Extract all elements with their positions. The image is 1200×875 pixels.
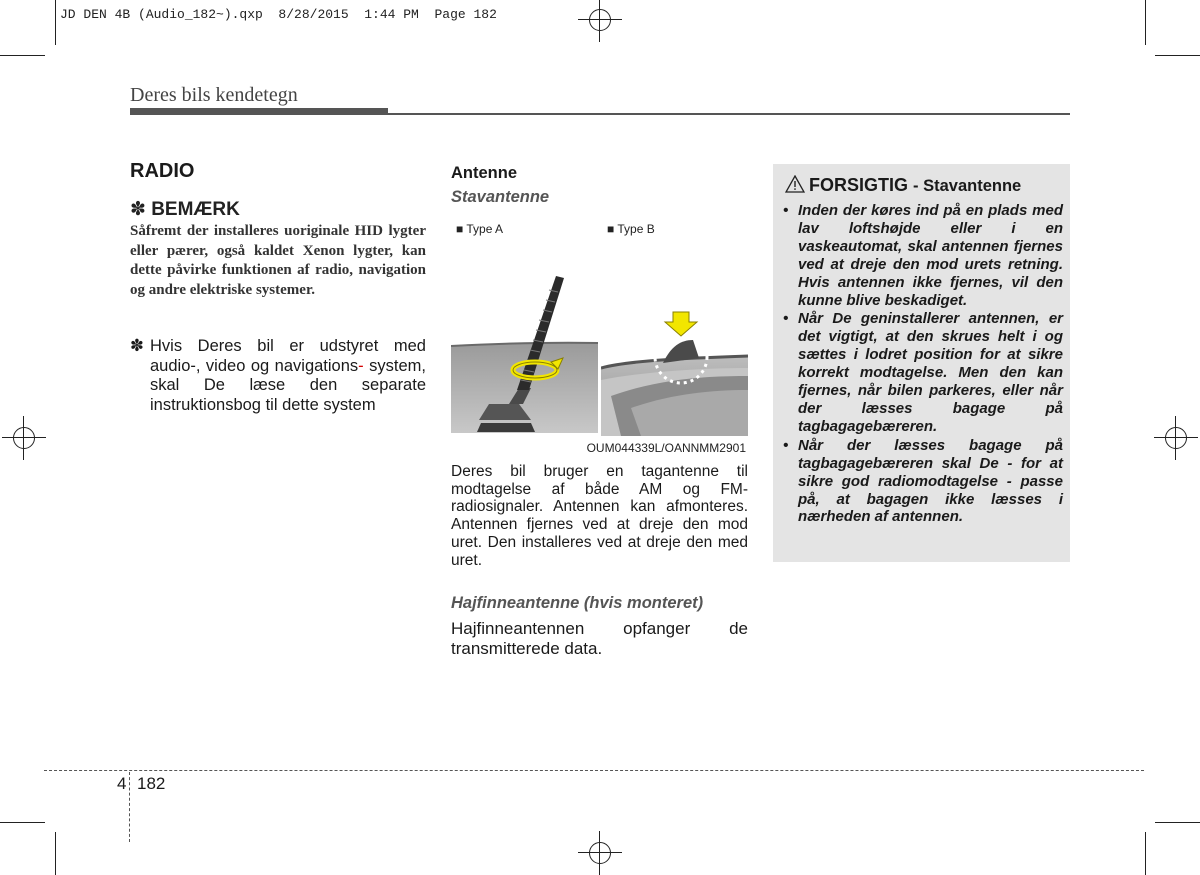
warning-triangle-icon — [785, 175, 805, 193]
chapter-number: 4 — [117, 774, 127, 793]
header-rule — [130, 108, 388, 115]
crop-mark — [1155, 55, 1200, 56]
crop-mark — [0, 822, 45, 823]
note-title: ✽ BEMÆRK — [130, 199, 240, 220]
antenna-figure — [451, 218, 748, 461]
print-slug: JD DEN 4B (Audio_182~).qxp 8/28/2015 1:44 PM Page 182 — [60, 7, 497, 22]
type-a-label: ■ Type A — [456, 222, 504, 236]
shark-fin-antenna-illustration — [601, 218, 748, 461]
bullet-item — [130, 337, 426, 415]
crop-mark — [1145, 0, 1146, 45]
caution-title: FORSIGTIG - Stavantenne — [785, 175, 1021, 196]
antenna-heading: Antenne — [451, 164, 517, 182]
figure-caption: OUM044339L/OANNMM2901 — [586, 441, 746, 455]
rod-antenna-subheading: Stavantenne — [451, 188, 550, 206]
crop-mark — [0, 55, 45, 56]
note-body: Såfremt der installeres uoriginale HID lygter eller pærer, også kaldet Xenon lygter, kan dette påvirke funktionen af radio, navigation og andre elektriske systemer. — [130, 223, 426, 298]
crop-mark — [1145, 832, 1146, 875]
registration-mark-icon — [1162, 424, 1190, 452]
bullet-text: Hvis Deres bil er udstyret med audio-, video og navigations- system, skal De læse den separate instruktionsbog til dette system — [150, 337, 426, 414]
crop-mark — [55, 0, 56, 45]
crop-mark — [55, 832, 56, 875]
figure-panel-type-a — [451, 218, 598, 461]
crop-mark — [1155, 822, 1200, 823]
registration-mark-icon — [10, 424, 38, 452]
asterisk-bullet-icon: ✽ — [130, 337, 144, 355]
header-rule — [388, 113, 1070, 115]
shark-fin-description: Hajfinneantennen opfanger de transmitterede data. — [451, 619, 748, 658]
caution-item: • Inden der køres ind på en plads med lav loftshøjde eller i en vaskeautomat, skal antennen fjernes ved at dreje den mod urets retning. Hvis antennen ikke fjernes, vil den kunne blive beskadiget. — [783, 202, 1063, 309]
registration-mark-icon — [586, 839, 614, 867]
caution-box — [773, 164, 1070, 562]
hyphen-mark: - — [358, 356, 364, 375]
antenna-description: Deres bil bruger en tagantenne til modtagelse af både AM og FM-radiosignaler. Antennen kan afmonteres. Antennen fjernes ved at dreje den mod uret. Den installeres ved at dreje den med uret. — [451, 463, 748, 569]
registration-mark-icon — [586, 6, 614, 34]
rod-antenna-illustration — [451, 218, 598, 461]
section-title: RADIO — [130, 160, 195, 182]
footer-divider — [129, 772, 130, 842]
shark-fin-subheading: Hajfinneantenne (hvis monteret) — [451, 594, 704, 612]
caution-list — [783, 202, 1063, 527]
page-number: 182 — [137, 774, 166, 793]
caution-item: • Når De geninstallerer antennen, er det vigtigt, at den skrues helt i og sættes i lodret position for at sikre korrekt modtagelse. Men den kan fjernes, når bilen parkeres, eller når der læsses bagage på tagbagagebæreren. — [783, 310, 1063, 435]
figure-panel-type-b — [601, 218, 748, 461]
caution-item: • Når der læsses bagage på tagbagagebæreren skal De - for at sikre god radiomodtagelse - passe på, at bagagen ikke læsses i nærheden af antennen. — [783, 436, 1063, 526]
type-b-label: ■ Type B — [607, 222, 655, 236]
footer-rule — [44, 770, 1144, 771]
running-header: Deres bils kendetegn — [130, 84, 298, 106]
